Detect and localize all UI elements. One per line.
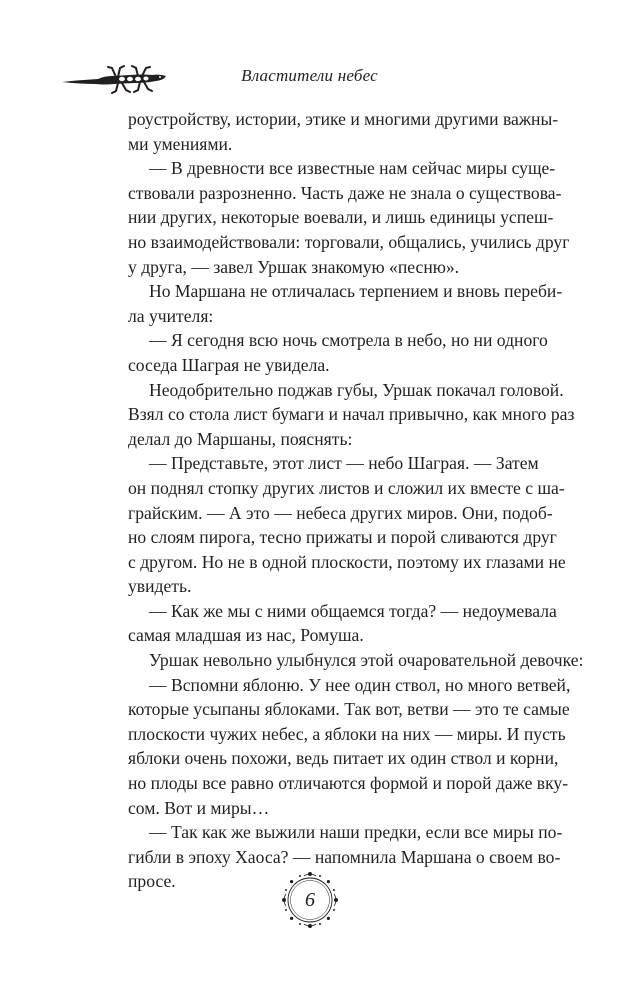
text-line: с другом. Но не в одной плоскости, поэтому их глазами не (128, 551, 566, 572)
text-line: у друга, — завел Уршак знакомую «песню». (128, 256, 460, 277)
text-line: гибли в эпоху Хаоса? — напомнила Маршана о своем во- (128, 846, 561, 867)
paragraph (128, 648, 584, 673)
running-header (0, 58, 619, 98)
paragraph (128, 156, 570, 279)
paragraph (128, 107, 559, 156)
text-line: самая младшая из нас, Ромуша. (128, 625, 364, 646)
text-line: яблоки очень похожи, ведь питает их один ствол и корни, (128, 748, 559, 769)
text-line: роустройству, истории, этике и многими другими важны- (128, 109, 559, 129)
text-line: но взаимодействовали: торговали, общались, учились друг (128, 231, 570, 252)
page-number: 6 (305, 889, 315, 911)
text-line: — Я сегодня всю ночь смотрела в небо, но ни одного (149, 330, 548, 351)
text-line: Но Маршана не отличалась терпением и вновь переби- (149, 281, 563, 302)
text-line: он поднял стопку других листов и сложил их вместе с ша- (128, 477, 565, 498)
text-line: ствовали разрозненно. Часть даже не знала о существова- (128, 182, 562, 203)
paragraph (128, 673, 571, 821)
text-line: Неодобрительно поджав губы, Уршак покачал головой. (149, 379, 564, 400)
text-line: — Представьте, этот лист — небо Шаграя. — Затем (149, 453, 539, 474)
text-line: — В древности все известные нам сейчас миры суще- (149, 158, 556, 179)
text-line: — Вспомни яблоню. У нее один ствол, но много ветвей, (149, 674, 571, 695)
text-line: нии других, некоторые воевали, и лишь единицы успеш- (128, 207, 554, 228)
text-line: увидеть. (128, 576, 192, 597)
body-text (128, 107, 584, 894)
text-line: ла учителя: (128, 305, 214, 326)
paragraph (128, 378, 575, 452)
text-line: просе. (128, 871, 176, 892)
paragraph (128, 279, 563, 328)
text-line: — Как же мы с ними общаемся тогда? — недоумевала (149, 600, 557, 621)
page-number-badge (278, 868, 342, 932)
text-line: плоскости чужих небес, а яблоки на них — миры. И пусть (128, 723, 566, 744)
text-line: Взял со стола лист бумаги и начал привычно, как много раз (128, 404, 575, 425)
book-title: Властители небес (241, 66, 378, 85)
paragraph (128, 451, 566, 599)
text-line: но слоям пирога, тесно прижаты и порой сливаются друг (128, 527, 557, 548)
paragraph (128, 328, 548, 377)
text-line: которые усыпаны яблоками. Так вот, ветви — это те самые (128, 699, 570, 720)
text-line: Уршак невольно улыбнулся этой очаровательной девочке: (149, 650, 584, 671)
text-line: — Так как же выжили наши предки, если все миры по- (149, 822, 563, 843)
paragraph (128, 599, 557, 648)
text-line: соседа Шаграя не увидела. (128, 354, 330, 375)
text-line: грайским. — А это — небеса других миров. Они, подоб- (128, 502, 553, 523)
text-line: но плоды все равно отличаются формой и порой даже вку- (128, 773, 569, 794)
text-line: ми умениями. (128, 133, 233, 154)
text-line: делал до Маршаны, пояснять: (128, 428, 353, 449)
text-line: сом. Вот и миры… (128, 797, 270, 818)
